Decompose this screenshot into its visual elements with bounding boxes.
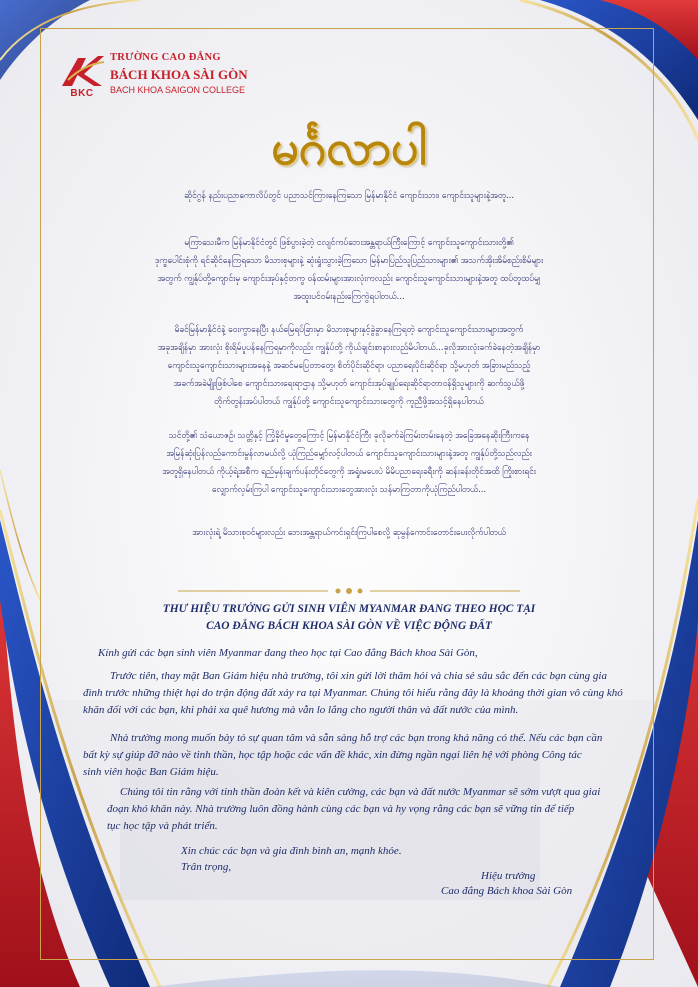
mm-p2-line: အခုအချိန်မှာ အားလုံး စိုးရိမ်ပူပန်နေကြရမှာကိုလည်း ကျွန်ုပ်တို့ ကိုယ်ချင်းစာနားလည်မိပါတယ်...ခုလိုအားလုံးခက်ခဲနေတဲ့အချိန်မှာ (157, 342, 541, 352)
mm-p2-line: တိုက်တွန်းအပ်ပါတယ် ကျွန်ုပ်တို့ ကျောင်းသူကျောင်းသားတွေကို ကူညီဖို့အသင့်ရှိနေပါတယ် (214, 396, 484, 406)
mm-p3-line: အမြန်ဆုံးပြန်လည်ကောင်းမွန်လာမယ်လို့ ယုံကြည်မျှော်လင့်ပါတယ် ကျောင်းသူကျောင်းသားများနဲ့အတူ ကျွန်ုပ်တို့သည်လည်း (166, 448, 532, 458)
vn-salutation: Kính gửi các bạn sinh viên Myanmar đang theo học tại Cao đẳng Bách khoa Sài Gòn, (98, 647, 478, 659)
vn-p2-line: sinh viên hoặc Ban Giám hiệu. (83, 766, 219, 778)
mm-p3-line: လျှောက်လှမ်းကြပါ ကျောင်းသူကျောင်းသားတွေအားလုံး သန်မာကြတာကိုယုံကြည်ပါတယ်... (211, 484, 487, 494)
mm-p2-line: မိခင်မြန်မာနိုင်ငံနဲ့ ဝေးကွာနေပြီး နယ်မြေရပ်ခြားမှာ မိသားစုများနှင့်ခွဲခွာနေကြရတဲ့ ကျောင်းသူကျောင်းသားများအတွက် (174, 324, 524, 334)
vn-wish: Xin chúc các bạn và gia đình bình an, mạnh khỏe. (181, 845, 402, 857)
mm-p2-line: ကျောင်းသူကျောင်းသားများအနေနဲ့ အဆင်မပြေတာတွေ၊ စိတ်ပိုင်းဆိုင်ရာ၊ ပညာရေးပိုင်းဆိုင်ရာ သို့မဟုတ် အခြားမည်သည့် (167, 360, 531, 370)
vn-p1-line: Trước tiên, thay mặt Ban Giám hiệu nhà trường, tôi xin gửi lời thăm hỏi và chia sẻ sâu sắc đến các bạn cùng gia (110, 670, 607, 682)
vn-p2-line: Nhà trường mong muốn bày tỏ sự quan tâm và sẵn sàng hỗ trợ các bạn trong khả năng có thể. Nếu các bạn cần (110, 732, 603, 744)
gold-divider (178, 586, 520, 596)
page-title: မင်္ဂလာပါ (271, 120, 427, 176)
vn-regards: Trân trọng, (181, 861, 232, 873)
mm-p3-line: သင်တို့၏ သံယောဇဉ်၊ သတ္တိနှင့် ကြံ့ခိုင်မှုတွေကြောင့် မြန်မာနိုင်ငံကြီး ခုလိုခက်ခဲကြမ်းတမ်းနေတဲ့ အခြေအနေဆိုးကြီးကနေ (168, 430, 530, 440)
logo-line-3: BACH KHOA SAIGON COLLEGE (110, 85, 246, 95)
vn-p3-line: đoạn khó khăn này. Nhà trường luôn đồng hành cùng các bạn và hy vọng rằng các bạn sẽ vững tin để tiếp (107, 803, 575, 815)
vn-p2-line: bất kỳ sự giúp đỡ nào về tinh thần, học tập hoặc các vấn đề khác, xin đừng ngần ngại liên hệ với phòng Công tác (83, 749, 582, 761)
mm-p1-line: အထူးပင်ဝမ်းနည်းကြေကွဲရပါတယ်... (293, 291, 405, 301)
vn-title-line-1: THƯ HIỆU TRƯỞNG GỬI SINH VIÊN MYANMAR ĐANG THEO HỌC TẠI (162, 603, 536, 615)
vn-p1-line: đình trước những thiệt hại do trận động đất xảy ra tại Myanmar. Chúng tôi hiểu rằng đây là khoảng thời gian vô cùng khó (83, 687, 623, 699)
vn-title-line-2: CAO ĐẲNG BÁCH KHOA SÀI GÒN VỀ VIỆC ĐỘNG ĐẤT (206, 620, 492, 632)
college-logo (58, 50, 258, 104)
vn-p3-line: Chúng tôi tin rằng với tinh thần đoàn kết và kiên cường, các bạn và đất nước Myanmar sẽ sớm vượt qua giai (120, 786, 601, 798)
vn-signer-org: Cao đẳng Bách khoa Sài Gòn (441, 885, 573, 897)
logo-abbr: BKC (70, 88, 94, 99)
logo-line-2: BÁCH KHOA SÀI GÒN (110, 67, 248, 82)
vn-p3-line: tục học tập và phát triển. (107, 820, 218, 832)
vn-p1-line: khăn đối với các bạn, khi phải xa quê hương mà vẫn lo lắng cho người thân và đất nước của mình. (83, 704, 519, 716)
mm-greeting: ဆိုင်ဂွန် နည်းပညာကောလိပ်တွင် ပညာသင်ကြားနေကြသော မြန်မာနိုင်ငံ ကျောင်းသား၊ ကျောင်းသူများနဲ့အတူ... (183, 190, 514, 200)
mm-p1-line: မကြာသေးမီက မြန်မာနိုင်ငံတွင် ဖြစ်ပွားခဲ့တဲ့ ငလျင်ကပ်ဘေးအန္တရာယ်ကြီးကြောင့် ကျောင်းသူကျောင်းသားတို့၏ (184, 237, 514, 247)
mm-closing: အားလုံးရဲ့ မိသားစုဝင်များလည်း ဘေးအန္တရာယ်ကင်းရှင်းကြပါစေလို့ ဆုမွန်ကောင်းတောင်းပေးလိုက်ပါတယ် (192, 527, 506, 537)
mm-p3-line: အတူရှိနေပါတယ် ကိုယ့်ရဲ့အစီက ရည်မှန်းချက်ပန်းတိုင်တွေကို အရှုံးမပေးပဲ မိမိပညာရေးခရီးကို ဆန်းခန်းတိုင်အထိ ကြိုးစားရင်း (162, 466, 536, 476)
logo-line-1: TRƯỜNG CAO ĐẲNG (110, 52, 221, 63)
vn-signer-title: Hiệu trưởng (481, 870, 536, 882)
mm-p1-line: ဒုက္ခပေါင်းစုံကို ရင်ဆိုင်နေကြရသော မိသားစုများနဲ့ ဆုံးရှုံးသွားခဲ့ကြသော မြန်မာပြည်သူပြည်သားများ၏ အသက်အိုးအိမ်စည်းစိမ်များ (154, 255, 544, 265)
mm-p2-line: အခက်အခဲမျိုးဖြစ်ပါစေ ကျောင်းသားရေးရာဌာန သို့မဟုတ် ကျောင်းအုပ်ချုပ်ရေးဆိုင်ရာတာဝန်ရှိသူများကို ဆက်သွယ်ဖို့ (173, 378, 525, 388)
mm-p1-line: အတွက် ကျွန်ုပ်တို့ကျောင်းမှ ကျောင်းအုပ်နှင့်တကွ ဝန်ထမ်းများအားလုံးကလည်း ကျောင်းသူကျောင်းသားများနဲ့အတူ ထပ်တူထပ်မျှ (157, 273, 541, 283)
